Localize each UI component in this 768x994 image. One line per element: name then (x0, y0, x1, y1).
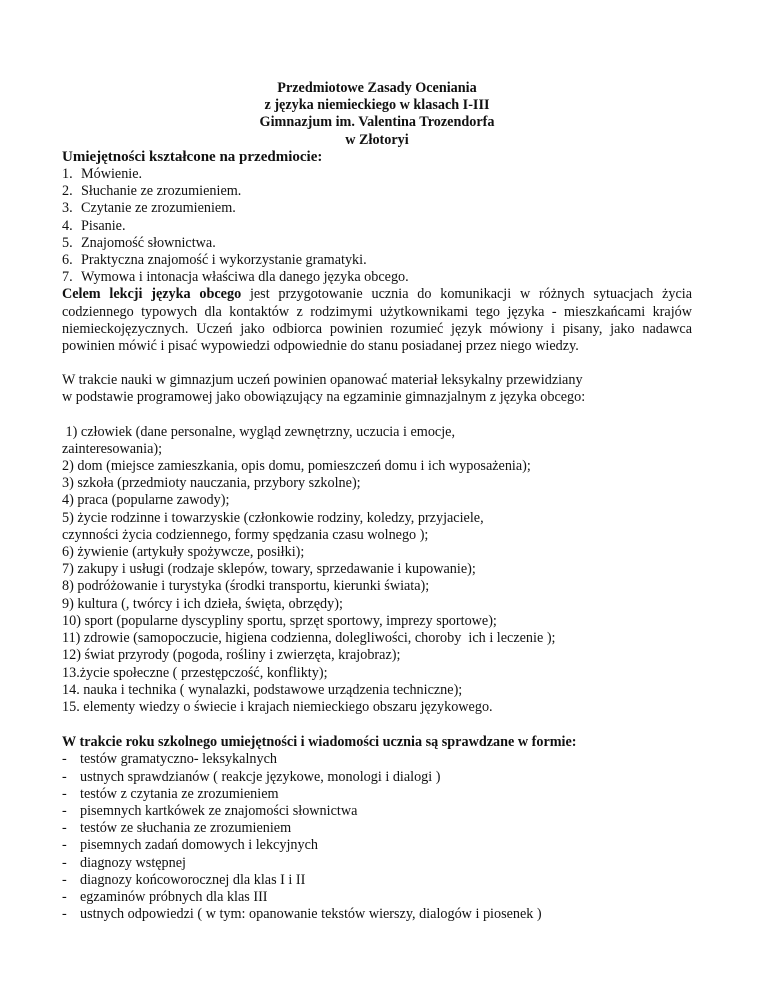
topic-line: 11) zdrowie (samopoczucie, higiena codzienna, dolegliwości, choroby ich i leczenie ); (62, 630, 556, 647)
assessment-list (62, 751, 692, 923)
document-title (62, 80, 692, 149)
skills-heading: Umiejętności kształcone na przedmiocie: (62, 148, 323, 165)
topic-line: 5) życie rodzinne i towarzyskie (członkowie rodziny, koledzy, przyjaciele, (62, 509, 484, 526)
topic-line: czynności życia codziennego, formy spędzania czasu wolnego ); (62, 526, 429, 543)
skill-number: 1. (62, 166, 73, 183)
assessment-text: pisemnych zadań domowych i lekcyjnych (80, 837, 318, 854)
title-line-2: z języka niemieckiego w klasach I-III (264, 97, 490, 114)
skill-number: 5. (62, 234, 73, 251)
skill-item (62, 235, 692, 252)
bullet-dash: - (62, 854, 67, 871)
skill-number: 2. (62, 183, 73, 200)
intro-line-1: W trakcie nauki w gimnazjum uczeń powinien opanować materiał leksykalny przewidziany (62, 372, 583, 389)
skill-number: 3. (62, 200, 73, 217)
skill-number: 7. (62, 269, 73, 286)
topic-line: 1) człowiek (dane personalne, wygląd zewnętrzny, uczucia i emocje, (62, 423, 455, 440)
bullet-dash: - (62, 820, 67, 837)
bullet-dash: - (62, 785, 67, 802)
title-line-4: w Złotoryi (345, 131, 409, 148)
goal-paragraph (62, 286, 692, 355)
bullet-dash: - (62, 906, 67, 923)
topic-line: 6) żywienie (artykuły spożywcze, posiłki); (62, 544, 305, 561)
assessment-item (62, 872, 692, 889)
topic-line: 10) sport (popularne dyscypliny sportu, sprzęt sportowy, imprezy sportowe); (62, 612, 497, 629)
topic-line: 9) kultura (, twórcy i ich dzieła, święta, obrzędy); (62, 595, 343, 612)
topic-line: 3) szkoła (przedmioty nauczania, przybory szkolne); (62, 475, 361, 492)
assessment-text: egzaminów próbnych dla klas III (80, 888, 268, 905)
assessment-text: ustnych odpowiedzi ( w tym: opanowanie tekstów wierszy, dialogów i piosenek ) (80, 906, 542, 923)
topic-line: 8) podróżowanie i turystyka (środki transportu, kierunki świata); (62, 578, 430, 595)
skill-item (62, 269, 692, 286)
skill-item (62, 166, 692, 183)
title-line-3: Gimnazjum im. Valentina Trozendorfa (259, 114, 495, 131)
skill-item (62, 183, 692, 200)
skill-text: Czytanie ze zrozumieniem. (81, 200, 236, 217)
topic-line: 15. elementy wiedzy o świecie i krajach niemieckiego obszaru językowego. (62, 698, 493, 715)
topics-list (62, 424, 692, 716)
bullet-dash: - (62, 871, 67, 888)
assessment-item (62, 837, 692, 854)
assessment-item (62, 751, 692, 768)
skill-text: Mówienie. (81, 166, 143, 183)
assessment-text: pisemnych kartkówek ze znajomości słownictwa (80, 802, 358, 819)
skill-text: Pisanie. (81, 217, 126, 234)
title-line-1: Przedmiotowe Zasady Oceniania (277, 80, 477, 96)
bullet-dash: - (62, 802, 67, 819)
assessment-item (62, 803, 692, 820)
skill-text: Wymowa i intonacja właściwa dla danego języka obcego. (81, 269, 409, 286)
bullet-dash: - (62, 751, 67, 768)
assessment-item (62, 906, 692, 923)
skills-list (62, 166, 692, 286)
bullet-dash: - (62, 768, 67, 785)
topic-line: 4) praca (popularne zawody); (62, 492, 230, 509)
assessment-item (62, 855, 692, 872)
assessment-text: testów ze słuchania ze zrozumieniem (80, 820, 292, 837)
document-page (62, 80, 692, 923)
topic-line: 2) dom (miejsce zamieszkania, opis domu, pomieszczeń domu i ich wyposażenia); (62, 458, 531, 475)
skill-text: Słuchanie ze zrozumieniem. (81, 183, 242, 200)
assessment-heading: W trakcie roku szkolnego umiejętności i wiadomości ucznia są sprawdzane w formie: (62, 734, 577, 751)
assessment-item (62, 820, 692, 837)
assessment-item (62, 769, 692, 786)
goal-bold: Celem lekcji języka obcego (62, 286, 242, 303)
topic-line: 7) zakupy i usługi (rodzaje sklepów, towary, sprzedawanie i kupowanie); (62, 561, 476, 578)
skill-number: 4. (62, 217, 73, 234)
intro-paragraph (62, 372, 692, 406)
skill-item (62, 218, 692, 235)
assessment-text: diagnozy wstępnej (80, 854, 186, 871)
skill-number: 6. (62, 252, 73, 269)
skill-text: Praktyczna znajomość i wykorzystanie gramatyki. (81, 252, 367, 269)
assessment-text: diagnozy końcoworocznej dla klas I i II (80, 871, 306, 888)
intro-line-2: w podstawie programowej jako obowiązujący na egzaminie gimnazjalnym z języka obcego: (62, 389, 586, 406)
assessment-text: testów gramatyczno- leksykalnych (80, 751, 277, 768)
assessment-text: ustnych sprawdzianów ( reakcje językowe, monologi i dialogi ) (80, 768, 441, 785)
skill-item (62, 252, 692, 269)
topic-line: 13.życie społeczne ( przestępczość, konflikty); (62, 664, 328, 681)
skill-item (62, 200, 692, 217)
bullet-dash: - (62, 888, 67, 905)
topic-line: 12) świat przyrody (pogoda, rośliny i zwierzęta, krajobraz); (62, 647, 401, 664)
assessment-item (62, 889, 692, 906)
bullet-dash: - (62, 837, 67, 854)
assessment-item (62, 786, 692, 803)
topic-line: 14. nauka i technika ( wynalazki, podstawowe urządzenia techniczne); (62, 681, 463, 698)
assessment-text: testów z czytania ze zrozumieniem (80, 785, 279, 802)
goal-text: jest przygotowanie ucznia do komunikacji w różnych sytuacjach życia codziennego typowych dla kontaktów z rodzimymi użytkownikami tego języka - mieszkańcami krajów niemieckojęzycznych. Uczeń jako odbiorca powinien rozumieć język mówiony i pisany, jako nadawca powinien mówić i pisać wypowiedzi odpowiednie do stanu posiadanej przez niego wiedzy. (62, 286, 692, 355)
topic-line: zainteresowania); (62, 440, 163, 457)
skill-text: Znajomość słownictwa. (81, 234, 216, 251)
